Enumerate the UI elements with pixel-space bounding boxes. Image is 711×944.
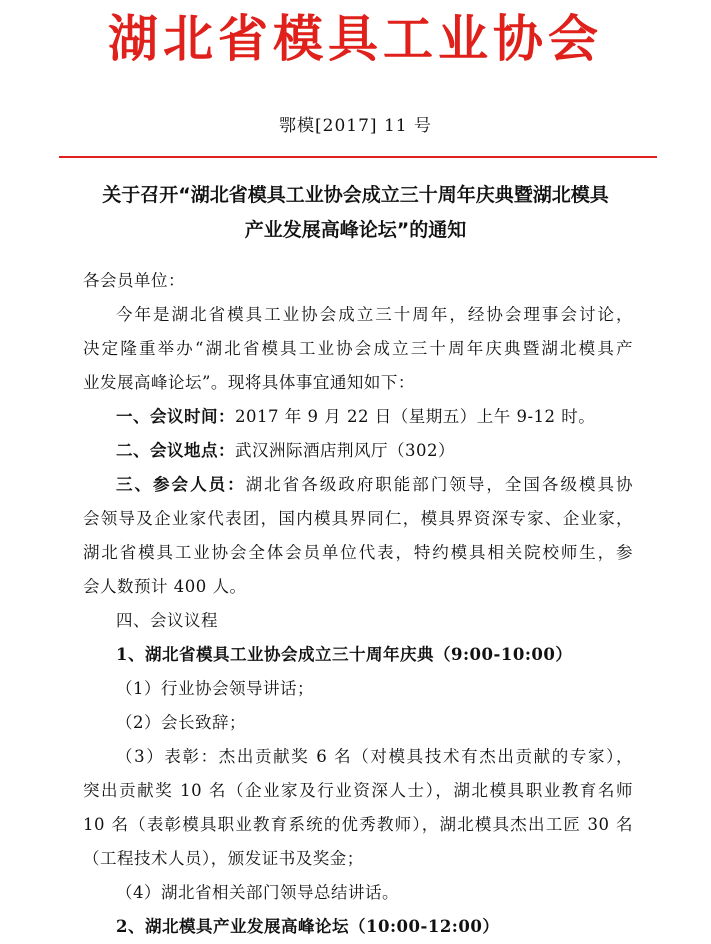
attendees-line-3: 湖北省模具工业协会全体会员单位代表，特约模具相关院校师生，参	[83, 543, 633, 562]
meeting-time	[83, 400, 633, 434]
agenda-item-1	[83, 672, 633, 706]
notice-title-line-2: 产业发展高峰论坛”的通知	[244, 219, 467, 241]
agenda-item-2-text: （2）会长致辞；	[116, 713, 246, 732]
agenda-section-1-heading-text: 1、湖北省模具工业协会成立三十周年庆典（9:00-10:00）	[116, 645, 573, 664]
notice-body	[83, 264, 633, 944]
agenda-heading-text: 四、会议议程	[116, 611, 218, 630]
red-divider-line	[59, 156, 657, 158]
notice-title-line-1: 关于召开“湖北省模具工业协会成立三十周年庆典暨湖北模具	[102, 184, 609, 206]
agenda-section-2-heading-text: 2、湖北模具产业发展高峰论坛（10:00-12:00）	[116, 917, 500, 936]
intro-line-1: 今年是湖北省模具工业协会成立三十周年，经协会理事会讨论，	[116, 305, 633, 324]
agenda-heading	[83, 604, 633, 638]
intro-paragraph	[83, 298, 633, 400]
salutation	[83, 264, 633, 298]
meeting-time-value: 2017 年 9 月 22 日（星期五）上午 9-12 时。	[235, 407, 596, 426]
attendees-line-2: 会领导及企业家代表团，国内模具界同仁，模具界资深专家、企业家，	[83, 509, 633, 528]
agenda-item-1-text: （1）行业协会领导讲话；	[116, 679, 314, 698]
organization-title: 湖北省模具工业协会	[108, 9, 603, 68]
document-number: 鄂模[2017] 11 号	[279, 116, 432, 136]
agenda-item-2	[83, 706, 633, 740]
attendees-line-1: 湖北省各级政府职能部门领导，全国各级模具协	[245, 475, 634, 494]
meeting-place-label: 二、会议地点：	[116, 441, 235, 460]
intro-line-3: 业发展高峰论坛”。现将具体事宜通知如下：	[83, 373, 415, 392]
meeting-place	[83, 434, 633, 468]
notice-title	[60, 178, 651, 248]
agenda-item-4	[83, 876, 633, 910]
attendees-line-4: 会人数预计 400 人。	[83, 577, 247, 596]
meeting-place-value: 武汉洲际酒店荆风厅（302）	[235, 441, 455, 460]
attendees-label: 三、参会人员：	[116, 475, 246, 494]
agenda-item-3-line-3: 10 名（表彰模具职业教育系统的优秀教师），湖北模具杰出工匠 30 名	[83, 815, 633, 834]
agenda-item-3-line-2: 突出贡献奖 10 名（企业家及行业资深人士），湖北模具职业教育名师	[83, 781, 633, 800]
agenda-item-4-text: （4）湖北省相关部门领导总结讲话。	[116, 883, 399, 902]
salutation-text: 各会员单位：	[83, 271, 185, 290]
intro-line-2: 决定隆重举办“湖北省模具工业协会成立三十周年庆典暨湖北模具产	[83, 339, 633, 358]
agenda-section-1-heading	[83, 638, 633, 672]
agenda-section-2-heading	[83, 910, 633, 944]
agenda-item-3-line-1: （3）表彰：杰出贡献奖 6 名（对模具技术有杰出贡献的专家），	[116, 747, 633, 766]
agenda-item-3-line-4: （工程技术人员），颁发证书及奖金；	[83, 849, 364, 868]
agenda-item-3	[83, 740, 633, 876]
meeting-time-label: 一、会议时间：	[116, 407, 235, 426]
attendees	[83, 468, 633, 604]
